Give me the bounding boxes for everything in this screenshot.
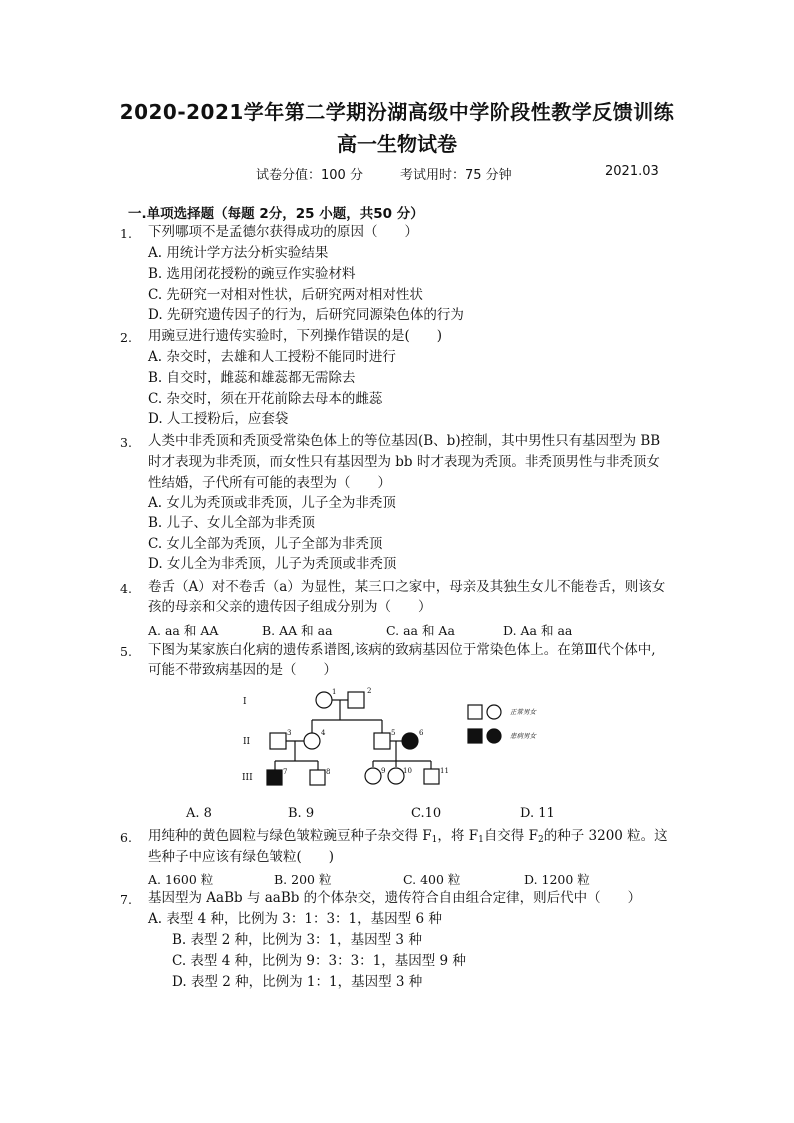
text-segment: 的种子 3200 粒。这: [543, 828, 668, 844]
question-number: 1.: [120, 226, 132, 241]
option-a: A. 1600 粒: [148, 872, 214, 887]
option-d: D. 表型 2 种，比例为 1：1，基因型 3 种: [172, 974, 423, 990]
individual-id: 6: [419, 729, 424, 737]
exam-date: 2021.03: [605, 164, 659, 179]
pedigree-male-affected: [267, 770, 282, 785]
legend-female-normal: [487, 705, 501, 719]
option-b: B. 200 粒: [274, 872, 332, 887]
question-number: 3.: [120, 435, 132, 450]
legend-affected-label: 患病男女: [510, 732, 536, 740]
question-4-line: 卷舌（A）对不卷舌（a）为显性，某三口之家中，母亲及其独生女儿不能卷舌，则该女: [148, 579, 666, 595]
individual-id: 2: [367, 687, 372, 695]
individual-id: 7: [283, 768, 288, 776]
question-3-line: 人类中非秃顶和秃顶受常染色体上的等位基因(B、b)控制，其中男性只有基因型为 BB: [148, 433, 661, 449]
pedigree-female-normal: [316, 692, 332, 708]
individual-id: 10: [403, 767, 412, 775]
option-d: D. 人工授粉后，应套袋: [148, 411, 289, 427]
option-b: B. 9: [288, 806, 315, 821]
question-number: 7.: [120, 892, 132, 907]
question-1-text: 下列哪项不是孟德尔获得成功的原因（ ）: [148, 224, 418, 240]
legend-female-affected: [487, 729, 501, 743]
option-d: D. 11: [520, 806, 555, 821]
option-c: C. 杂交时，须在开花前除去母本的雌蕊: [148, 391, 383, 407]
legend-male-normal: [468, 705, 482, 719]
text-segment: 自交得 F: [483, 828, 538, 844]
subscript: 2: [537, 835, 544, 845]
question-number: 2.: [120, 330, 132, 345]
pedigree-male-normal: [348, 692, 364, 708]
question-5-line: 可能不带致病基因的是（ ）: [148, 662, 337, 678]
individual-id: 9: [381, 767, 386, 775]
question-7-text: 基因型为 AaBb 与 aaBb 的个体杂交，遗传符合自由组合定律，则后代中（ ）: [148, 890, 642, 906]
option-c: C. 先研究一对相对性状，后研究两对相对性状: [148, 287, 423, 303]
option-c: C.10: [411, 806, 442, 821]
text-segment: ，将 F: [437, 828, 479, 844]
exam-title: 2020-2021学年第二学期汾湖高级中学阶段性教学反馈训练: [119, 100, 675, 124]
option-b: B. 儿子、女儿全部为非秃顶: [148, 515, 316, 531]
question-5-line: 下图为某家族白化病的遗传系谱图,该病的致病基因位于常染色体上。在第Ⅲ代个体中,: [148, 642, 656, 658]
option-d: D. 女儿全为非秃顶，儿子为秃顶或非秃顶: [148, 556, 397, 572]
individual-id: 1: [332, 688, 337, 696]
option-d: D. Aa 和 aa: [503, 623, 573, 638]
individual-id: 11: [440, 767, 449, 775]
question-number: 5.: [120, 644, 132, 659]
exam-score: 试卷分值：100 分: [256, 168, 363, 183]
option-c: C. 女儿全部为秃顶，儿子全部为非秃顶: [148, 536, 383, 552]
generation-label: II: [243, 737, 251, 747]
individual-id: 4: [321, 729, 326, 737]
pedigree-male-normal: [310, 770, 325, 785]
option-a: A. 表型 4 种，比例为 3：1：3：1，基因型 6 种: [148, 911, 442, 927]
legend-normal-label: 正常男女: [510, 708, 536, 716]
question-number: 6.: [120, 830, 132, 845]
generation-label: III: [242, 773, 253, 783]
option-b: B. 自交时，雌蕊和雄蕊都无需除去: [148, 370, 356, 386]
pedigree-male-normal: [270, 733, 286, 749]
option-a: A. 8: [186, 806, 212, 821]
option-a: A. 女儿为秃顶或非秃顶，儿子全为非秃顶: [148, 495, 396, 511]
option-a: A. 杂交时，去雄和人工授粉不能同时进行: [148, 349, 396, 365]
option-c: C. 表型 4 种，比例为 9：3：3：1，基因型 9 种: [172, 953, 466, 969]
generation-label: I: [243, 697, 247, 707]
pedigree-female-affected: [402, 733, 418, 749]
option-a: A. 用统计学方法分析实验结果: [148, 245, 329, 261]
option-a: A. aa 和 AA: [148, 623, 219, 638]
option-c: C. 400 粒: [403, 872, 461, 887]
question-number: 4.: [120, 581, 132, 596]
option-b: B. 选用闭花授粉的豌豆作实验材料: [148, 266, 356, 282]
option-b: B. AA 和 aa: [262, 623, 333, 638]
option-d: D. 1200 粒: [524, 872, 590, 887]
subscript: 1: [431, 835, 438, 845]
individual-id: 3: [287, 729, 292, 737]
option-d: D. 先研究遗传因子的行为，后研究同源染色体的行为: [148, 307, 464, 323]
question-3-line: 性结婚，子代所有可能的表型为（ ）: [148, 475, 391, 491]
exam-time: 考试用时：75 分钟: [400, 168, 512, 183]
pedigree-female-normal: [365, 768, 381, 784]
pedigree-male-normal: [374, 733, 390, 749]
individual-id: 8: [326, 768, 331, 776]
question-2-text: 用豌豆进行遗传实验时，下列操作错误的是( ): [148, 328, 443, 344]
subscript: 1: [478, 835, 484, 845]
legend-male-affected: [468, 729, 482, 743]
question-3-line: 时才表现为非秃顶，而女性只有基因型为 bb 时才表现为秃顶。非秃顶男性与非秃顶女: [148, 454, 660, 470]
option-b: B. 表型 2 种，比例为 3：1，基因型 3 种: [172, 932, 422, 948]
pedigree-female-normal: [388, 768, 404, 784]
question-6-line: [148, 828, 668, 849]
individual-id: 5: [391, 729, 396, 737]
text-segment: 用纯种的黄色圆粒与绿色皱粒豌豆种子杂交得 F: [148, 828, 432, 844]
question-6-line: 些种子中应该有绿色皱粒( ): [148, 849, 335, 865]
exam-subtitle: 高一生物试卷: [337, 132, 457, 156]
pedigree-female-normal: [304, 733, 320, 749]
pedigree-male-normal: [424, 769, 439, 784]
option-c: C. aa 和 Aa: [386, 623, 455, 638]
section-title: 一.单项选择题（每题 2分，25 小题，共50 分）: [128, 206, 424, 222]
pedigree-diagram: [230, 680, 610, 790]
question-4-line: 孩的母亲和父亲的遗传因子组成分别为（ ）: [148, 599, 432, 615]
